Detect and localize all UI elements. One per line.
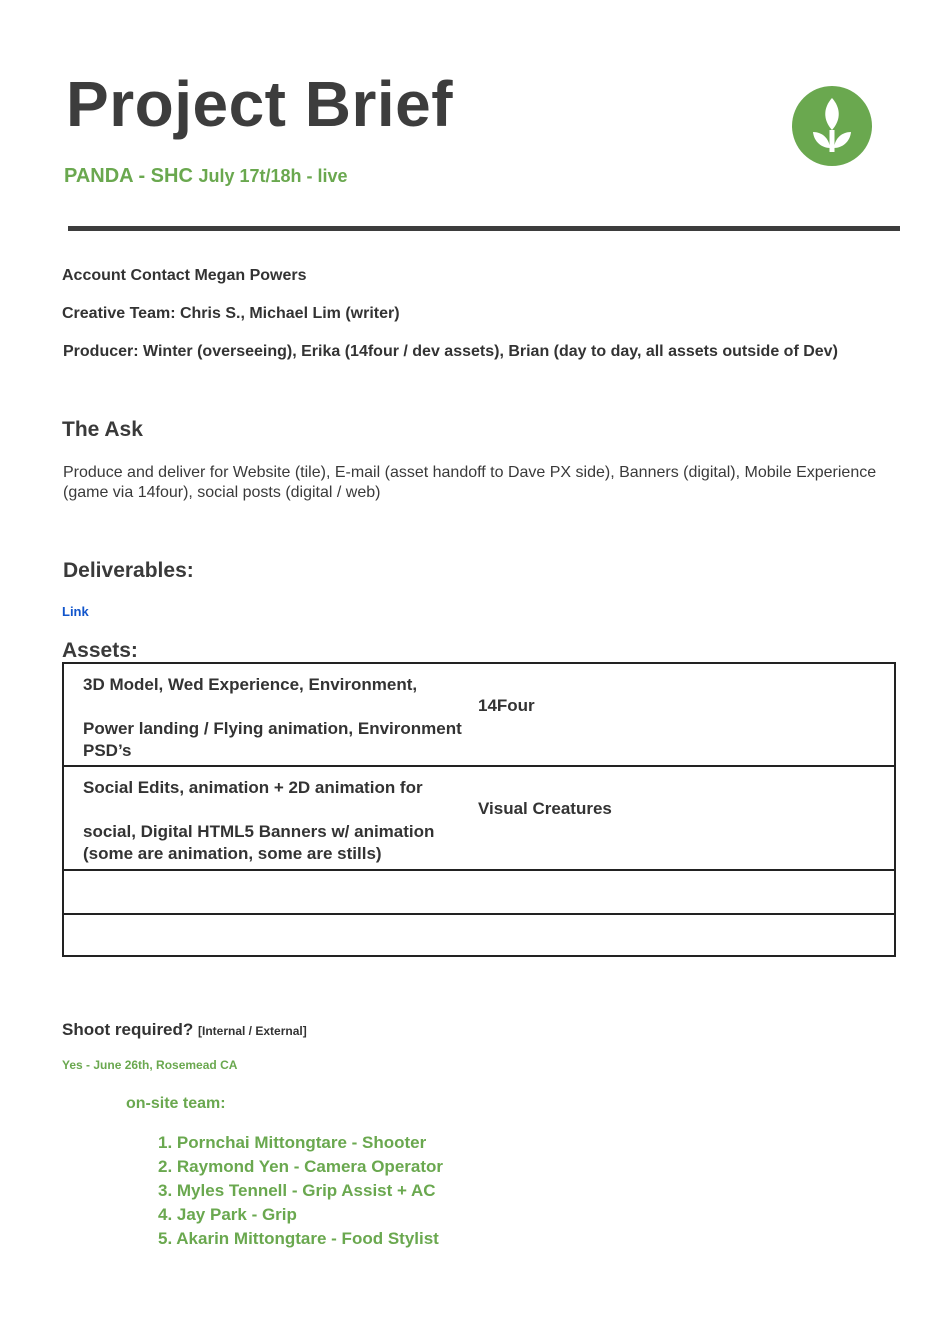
list-item: 3. Myles Tennell - Grip Assist + AC: [158, 1181, 436, 1200]
shoot-required-label: [62, 1020, 307, 1040]
empty-table-cell: [63, 870, 895, 914]
assets-heading: Assets:: [62, 639, 138, 662]
empty-table-cell: [63, 914, 895, 956]
ask-text: Produce and deliver for Website (tile), E-mail (asset handoff to Dave PX side), Banners (digital), Mobile Experience (game via 14four), social posts (digital / web): [63, 464, 877, 501]
table-row: [63, 766, 895, 870]
table-cell: [63, 766, 895, 870]
list-item: 4. Jay Park - Grip: [158, 1205, 297, 1224]
asset-vendor: Visual Creatures: [478, 799, 612, 818]
account-contact: Account Contact Megan Powers: [62, 267, 307, 284]
asset-description: [83, 777, 463, 865]
ask-heading: The Ask: [62, 418, 143, 441]
deliverables-link[interactable]: Link: [62, 604, 89, 619]
asset-description-line: Social Edits, animation + 2D animation for: [83, 778, 423, 797]
asset-description-line: Power landing / Flying animation, Environment PSD’s: [83, 719, 462, 760]
subtitle-main: PANDA - SHC: [64, 165, 199, 187]
subtitle-dates: July 17t/18h - live: [198, 166, 348, 186]
assets-table: [62, 662, 896, 957]
asset-description-line: social, Digital HTML5 Banners w/ animation (some are animation, some are stills): [83, 822, 435, 863]
project-subtitle: [64, 165, 348, 188]
creative-team: Creative Team: Chris S., Michael Lim (writer): [62, 305, 400, 322]
deliverables-heading: Deliverables:: [63, 559, 194, 582]
sprout-leaf-logo-icon: [792, 86, 872, 166]
onsite-team-list: [158, 1131, 443, 1251]
table-row: [63, 914, 895, 956]
table-row: [63, 870, 895, 914]
asset-description-line: 3D Model, Wed Experience, Environment,: [83, 675, 418, 694]
table-cell: [63, 663, 895, 766]
asset-vendor: 14Four: [478, 696, 535, 715]
shoot-question: Shoot required?: [62, 1020, 198, 1039]
page-title: Project Brief: [66, 68, 454, 140]
list-item: 2. Raymond Yen - Camera Operator: [158, 1157, 444, 1176]
list-item: 5. Akarin Mittongtare - Food Stylist: [158, 1229, 439, 1248]
producer-info: Producer: Winter (overseeing), Erika (14four / dev assets), Brian (day to day, all assets outside of Dev): [63, 343, 838, 360]
asset-description: [83, 674, 493, 762]
onsite-team-label: on-site team:: [126, 1095, 226, 1112]
header-divider: [68, 226, 900, 231]
shoot-sub-label: [Internal / External]: [198, 1024, 307, 1038]
table-row: [63, 663, 895, 766]
shoot-answer: Yes - June 26th, Rosemead CA: [62, 1058, 238, 1072]
list-item: 1. Pornchai Mittongtare - Shooter: [158, 1133, 427, 1152]
